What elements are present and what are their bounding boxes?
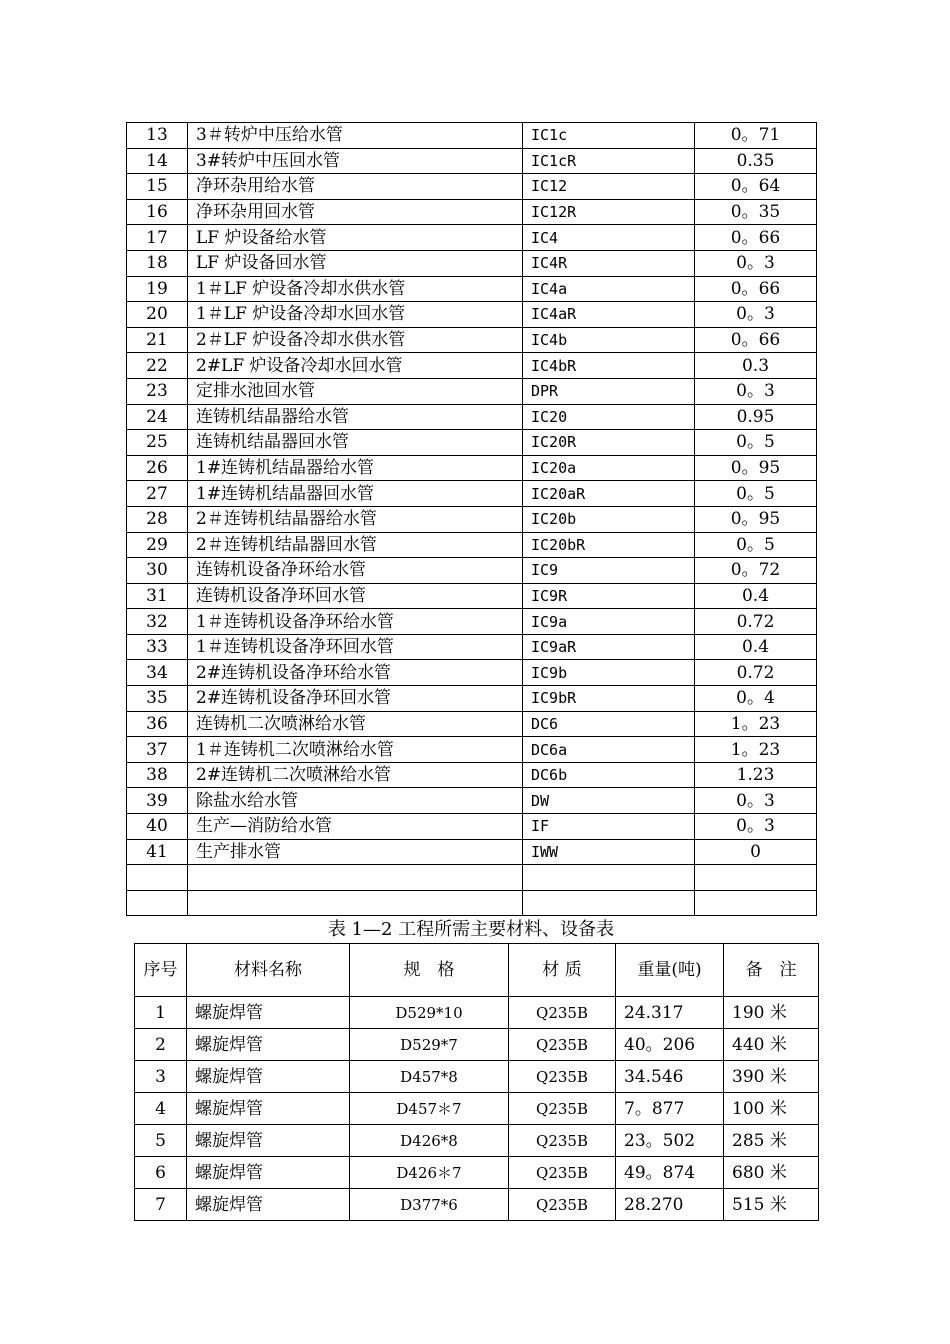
table-row: [127, 225, 817, 251]
table-caption: 表 1—2 工程所需主要材料、设备表: [327, 919, 615, 940]
table-row: [127, 199, 817, 225]
table-row: [127, 788, 817, 814]
cell-note: 285 米: [724, 1125, 819, 1157]
cell-no: 32: [127, 609, 188, 635]
material-table-body: [135, 997, 819, 1221]
cell-pipe-value: 0。35: [695, 199, 817, 225]
cell-pipe-name: 1#连铸机结晶器给水管: [188, 455, 523, 481]
table-row: [127, 404, 817, 430]
table-row: [127, 302, 817, 328]
cell-no: 13: [127, 123, 188, 149]
cell-no: 14: [127, 148, 188, 174]
cell-seq: 7: [135, 1189, 187, 1221]
cell-note: 440 米: [724, 1029, 819, 1061]
cell-pipe-name: 3＃转炉中压给水管: [188, 123, 523, 149]
cell-material: Q235B: [509, 1061, 616, 1093]
table-row: [127, 711, 817, 737]
cell-pipe-name: 连铸机设备净环给水管: [188, 558, 523, 584]
cell-pipe-code: IC20bR: [523, 532, 695, 558]
cell-pipe-name: 连铸机设备净环回水管: [188, 583, 523, 609]
table-row: [127, 890, 817, 916]
table-row: [127, 660, 817, 686]
cell-pipe-name: 除盐水给水管: [188, 788, 523, 814]
table-row: [127, 353, 817, 379]
cell-pipe-name: LF 炉设备回水管: [188, 250, 523, 276]
cell-pipe-value: 0。72: [695, 558, 817, 584]
cell-pipe-value: 0。3: [695, 788, 817, 814]
cell-note: 680 米: [724, 1157, 819, 1189]
table-row: [135, 1157, 819, 1189]
cell-pipe-name: 2#连铸机二次喷淋给水管: [188, 762, 523, 788]
cell-material: Q235B: [509, 1125, 616, 1157]
cell-spec: D529*7: [350, 1029, 509, 1061]
cell-spec: D426*8: [350, 1125, 509, 1157]
header-note: 备 注: [724, 944, 819, 997]
cell-pipe-code: DW: [523, 788, 695, 814]
cell-spec: D457*8: [350, 1061, 509, 1093]
table-row: [127, 276, 817, 302]
cell-pipe-value: 0。3: [695, 302, 817, 328]
cell-material-name: 螺旋焊管: [187, 1189, 350, 1221]
cell-pipe-value: 0。66: [695, 225, 817, 251]
cell-pipe-value: 0。71: [695, 123, 817, 149]
cell-no: 31: [127, 583, 188, 609]
cell-note: 390 米: [724, 1061, 819, 1093]
table-row: [127, 250, 817, 276]
cell-no: 36: [127, 711, 188, 737]
cell-material-name: 螺旋焊管: [187, 997, 350, 1029]
cell-pipe-value: [695, 865, 817, 891]
cell-material: Q235B: [509, 997, 616, 1029]
cell-pipe-name: LF 炉设备给水管: [188, 225, 523, 251]
cell-pipe-name: 连铸机结晶器给水管: [188, 404, 523, 430]
cell-pipe-name: 净环杂用给水管: [188, 174, 523, 200]
table-row: [127, 762, 817, 788]
table-row: [135, 1125, 819, 1157]
table-row: [127, 481, 817, 507]
cell-weight: 7。877: [616, 1093, 724, 1125]
cell-pipe-value: 0.35: [695, 148, 817, 174]
cell-material-name: 螺旋焊管: [187, 1093, 350, 1125]
table-row: [127, 839, 817, 865]
cell-pipe-name: 1＃连铸机设备净环给水管: [188, 609, 523, 635]
cell-pipe-code: IC20a: [523, 455, 695, 481]
cell-pipe-code: IC4: [523, 225, 695, 251]
cell-pipe-value: 0.72: [695, 660, 817, 686]
cell-no: [127, 890, 188, 916]
header-seq: 序号: [135, 944, 187, 997]
cell-no: 30: [127, 558, 188, 584]
cell-no: 21: [127, 327, 188, 353]
cell-material-name: 螺旋焊管: [187, 1029, 350, 1061]
cell-no: 25: [127, 430, 188, 456]
cell-seq: 4: [135, 1093, 187, 1125]
table-row: [127, 455, 817, 481]
cell-pipe-code: IC9a: [523, 609, 695, 635]
cell-pipe-code: IC9: [523, 558, 695, 584]
cell-no: 35: [127, 686, 188, 712]
cell-pipe-value: [695, 890, 817, 916]
cell-pipe-name: 连铸机结晶器回水管: [188, 430, 523, 456]
cell-no: 40: [127, 814, 188, 840]
cell-no: 15: [127, 174, 188, 200]
cell-pipe-code: IC4aR: [523, 302, 695, 328]
cell-pipe-name: 2＃LF 炉设备冷却水供水管: [188, 327, 523, 353]
cell-no: 27: [127, 481, 188, 507]
cell-no: 28: [127, 506, 188, 532]
cell-no: [127, 865, 188, 891]
cell-pipe-code: DPR: [523, 378, 695, 404]
cell-pipe-value: 0.3: [695, 353, 817, 379]
cell-pipe-name: 2＃连铸机结晶器给水管: [188, 506, 523, 532]
table-row: [127, 634, 817, 660]
cell-seq: 6: [135, 1157, 187, 1189]
cell-pipe-code: IF: [523, 814, 695, 840]
cell-pipe-code: IC4bR: [523, 353, 695, 379]
table-row: [135, 1061, 819, 1093]
cell-pipe-name: 1＃连铸机设备净环回水管: [188, 634, 523, 660]
cell-material: Q235B: [509, 1157, 616, 1189]
cell-pipe-value: 0.4: [695, 583, 817, 609]
cell-material: Q235B: [509, 1189, 616, 1221]
cell-no: 37: [127, 737, 188, 763]
cell-pipe-value: 0。5: [695, 430, 817, 456]
pipe-table: [126, 122, 817, 916]
table-row: [127, 174, 817, 200]
cell-seq: 5: [135, 1125, 187, 1157]
cell-material-name: 螺旋焊管: [187, 1061, 350, 1093]
cell-pipe-code: IWW: [523, 839, 695, 865]
cell-no: 38: [127, 762, 188, 788]
cell-pipe-name: 2#连铸机设备净环回水管: [188, 686, 523, 712]
table-row: [127, 558, 817, 584]
cell-pipe-code: IC20aR: [523, 481, 695, 507]
cell-pipe-name: 2#LF 炉设备冷却水回水管: [188, 353, 523, 379]
cell-pipe-value: 0。4: [695, 686, 817, 712]
cell-pipe-code: IC4b: [523, 327, 695, 353]
cell-note: 100 米: [724, 1093, 819, 1125]
cell-pipe-value: 0.72: [695, 609, 817, 635]
table-row: [135, 1093, 819, 1125]
cell-pipe-name: 2#连铸机设备净环给水管: [188, 660, 523, 686]
cell-pipe-value: 0.95: [695, 404, 817, 430]
table-row: [127, 148, 817, 174]
cell-pipe-name: 1＃LF 炉设备冷却水供水管: [188, 276, 523, 302]
table-row: [127, 609, 817, 635]
table-row: [127, 865, 817, 891]
table-row: [127, 737, 817, 763]
cell-pipe-value: 1。23: [695, 737, 817, 763]
cell-pipe-name: 3#转炉中压回水管: [188, 148, 523, 174]
cell-no: 22: [127, 353, 188, 379]
cell-no: 17: [127, 225, 188, 251]
cell-pipe-code: IC12: [523, 174, 695, 200]
cell-note: 515 米: [724, 1189, 819, 1221]
cell-pipe-value: 0。64: [695, 174, 817, 200]
cell-material: Q235B: [509, 1029, 616, 1061]
cell-weight: 40。206: [616, 1029, 724, 1061]
cell-pipe-code: IC1cR: [523, 148, 695, 174]
cell-pipe-value: 0。3: [695, 814, 817, 840]
cell-spec: D529*10: [350, 997, 509, 1029]
pipe-table-body: [127, 123, 817, 916]
cell-no: 29: [127, 532, 188, 558]
cell-pipe-code: IC4a: [523, 276, 695, 302]
cell-pipe-code: IC20b: [523, 506, 695, 532]
cell-pipe-value: 1。23: [695, 711, 817, 737]
cell-pipe-code: IC1c: [523, 123, 695, 149]
cell-material: Q235B: [509, 1093, 616, 1125]
cell-no: 34: [127, 660, 188, 686]
cell-pipe-name: 连铸机二次喷淋给水管: [188, 711, 523, 737]
cell-pipe-value: 0。3: [695, 250, 817, 276]
cell-note: 190 米: [724, 997, 819, 1029]
cell-seq: 3: [135, 1061, 187, 1093]
cell-pipe-code: DC6b: [523, 762, 695, 788]
table-row: [127, 506, 817, 532]
cell-weight: 28.270: [616, 1189, 724, 1221]
cell-pipe-value: 0。95: [695, 455, 817, 481]
cell-seq: 1: [135, 997, 187, 1029]
table-row: [127, 814, 817, 840]
cell-pipe-code: DC6: [523, 711, 695, 737]
cell-pipe-value: 0: [695, 839, 817, 865]
table-row: [127, 327, 817, 353]
cell-spec: D457＊7: [350, 1093, 509, 1125]
material-table: [134, 943, 819, 1221]
cell-pipe-name: 定排水池回水管: [188, 378, 523, 404]
cell-weight: 49。874: [616, 1157, 724, 1189]
cell-spec: D426＊7: [350, 1157, 509, 1189]
table-row: [127, 583, 817, 609]
cell-pipe-value: 1.23: [695, 762, 817, 788]
cell-weight: 24.317: [616, 997, 724, 1029]
cell-pipe-name: 生产—消防给水管: [188, 814, 523, 840]
cell-pipe-name: 生产排水管: [188, 839, 523, 865]
table-row: [135, 1189, 819, 1221]
cell-pipe-code: IC20: [523, 404, 695, 430]
cell-weight: 34.546: [616, 1061, 724, 1093]
cell-weight: 23。502: [616, 1125, 724, 1157]
cell-pipe-value: 0。66: [695, 276, 817, 302]
header-weight: 重量(吨): [616, 944, 724, 997]
table-row: [135, 997, 819, 1029]
cell-no: 33: [127, 634, 188, 660]
header-name: 材料名称: [187, 944, 350, 997]
cell-material-name: 螺旋焊管: [187, 1125, 350, 1157]
table-row: [127, 378, 817, 404]
table-row: [127, 123, 817, 149]
cell-pipe-value: 0。66: [695, 327, 817, 353]
cell-pipe-code: IC9b: [523, 660, 695, 686]
cell-pipe-code: IC4R: [523, 250, 695, 276]
cell-spec: D377*6: [350, 1189, 509, 1221]
cell-pipe-value: 0。5: [695, 481, 817, 507]
table-row: [135, 1029, 819, 1061]
cell-seq: 2: [135, 1029, 187, 1061]
cell-no: 26: [127, 455, 188, 481]
cell-pipe-name: 1＃LF 炉设备冷却水回水管: [188, 302, 523, 328]
cell-pipe-name: 1＃连铸机二次喷淋给水管: [188, 737, 523, 763]
cell-pipe-code: IC12R: [523, 199, 695, 225]
cell-pipe-code: IC9R: [523, 583, 695, 609]
cell-pipe-name: 2＃连铸机结晶器回水管: [188, 532, 523, 558]
table-row: [127, 686, 817, 712]
cell-pipe-value: 0。5: [695, 532, 817, 558]
cell-pipe-code: [523, 865, 695, 891]
table-row: [127, 430, 817, 456]
cell-no: 19: [127, 276, 188, 302]
cell-pipe-name: [188, 890, 523, 916]
cell-material-name: 螺旋焊管: [187, 1157, 350, 1189]
cell-no: 18: [127, 250, 188, 276]
header-spec: 规 格: [350, 944, 509, 997]
cell-no: 41: [127, 839, 188, 865]
header-material: 材 质: [509, 944, 616, 997]
cell-pipe-name: 1#连铸机结晶器回水管: [188, 481, 523, 507]
cell-pipe-value: 0。3: [695, 378, 817, 404]
cell-pipe-value: 0。95: [695, 506, 817, 532]
cell-no: 16: [127, 199, 188, 225]
cell-pipe-value: 0.4: [695, 634, 817, 660]
cell-no: 20: [127, 302, 188, 328]
cell-no: 39: [127, 788, 188, 814]
cell-pipe-code: IC9bR: [523, 686, 695, 712]
cell-no: 24: [127, 404, 188, 430]
cell-pipe-name: 净环杂用回水管: [188, 199, 523, 225]
cell-pipe-code: IC20R: [523, 430, 695, 456]
table-row: [127, 532, 817, 558]
cell-pipe-code: IC9aR: [523, 634, 695, 660]
cell-pipe-code: DC6a: [523, 737, 695, 763]
cell-pipe-code: [523, 890, 695, 916]
cell-pipe-name: [188, 865, 523, 891]
cell-no: 23: [127, 378, 188, 404]
material-header-row: [135, 944, 819, 997]
